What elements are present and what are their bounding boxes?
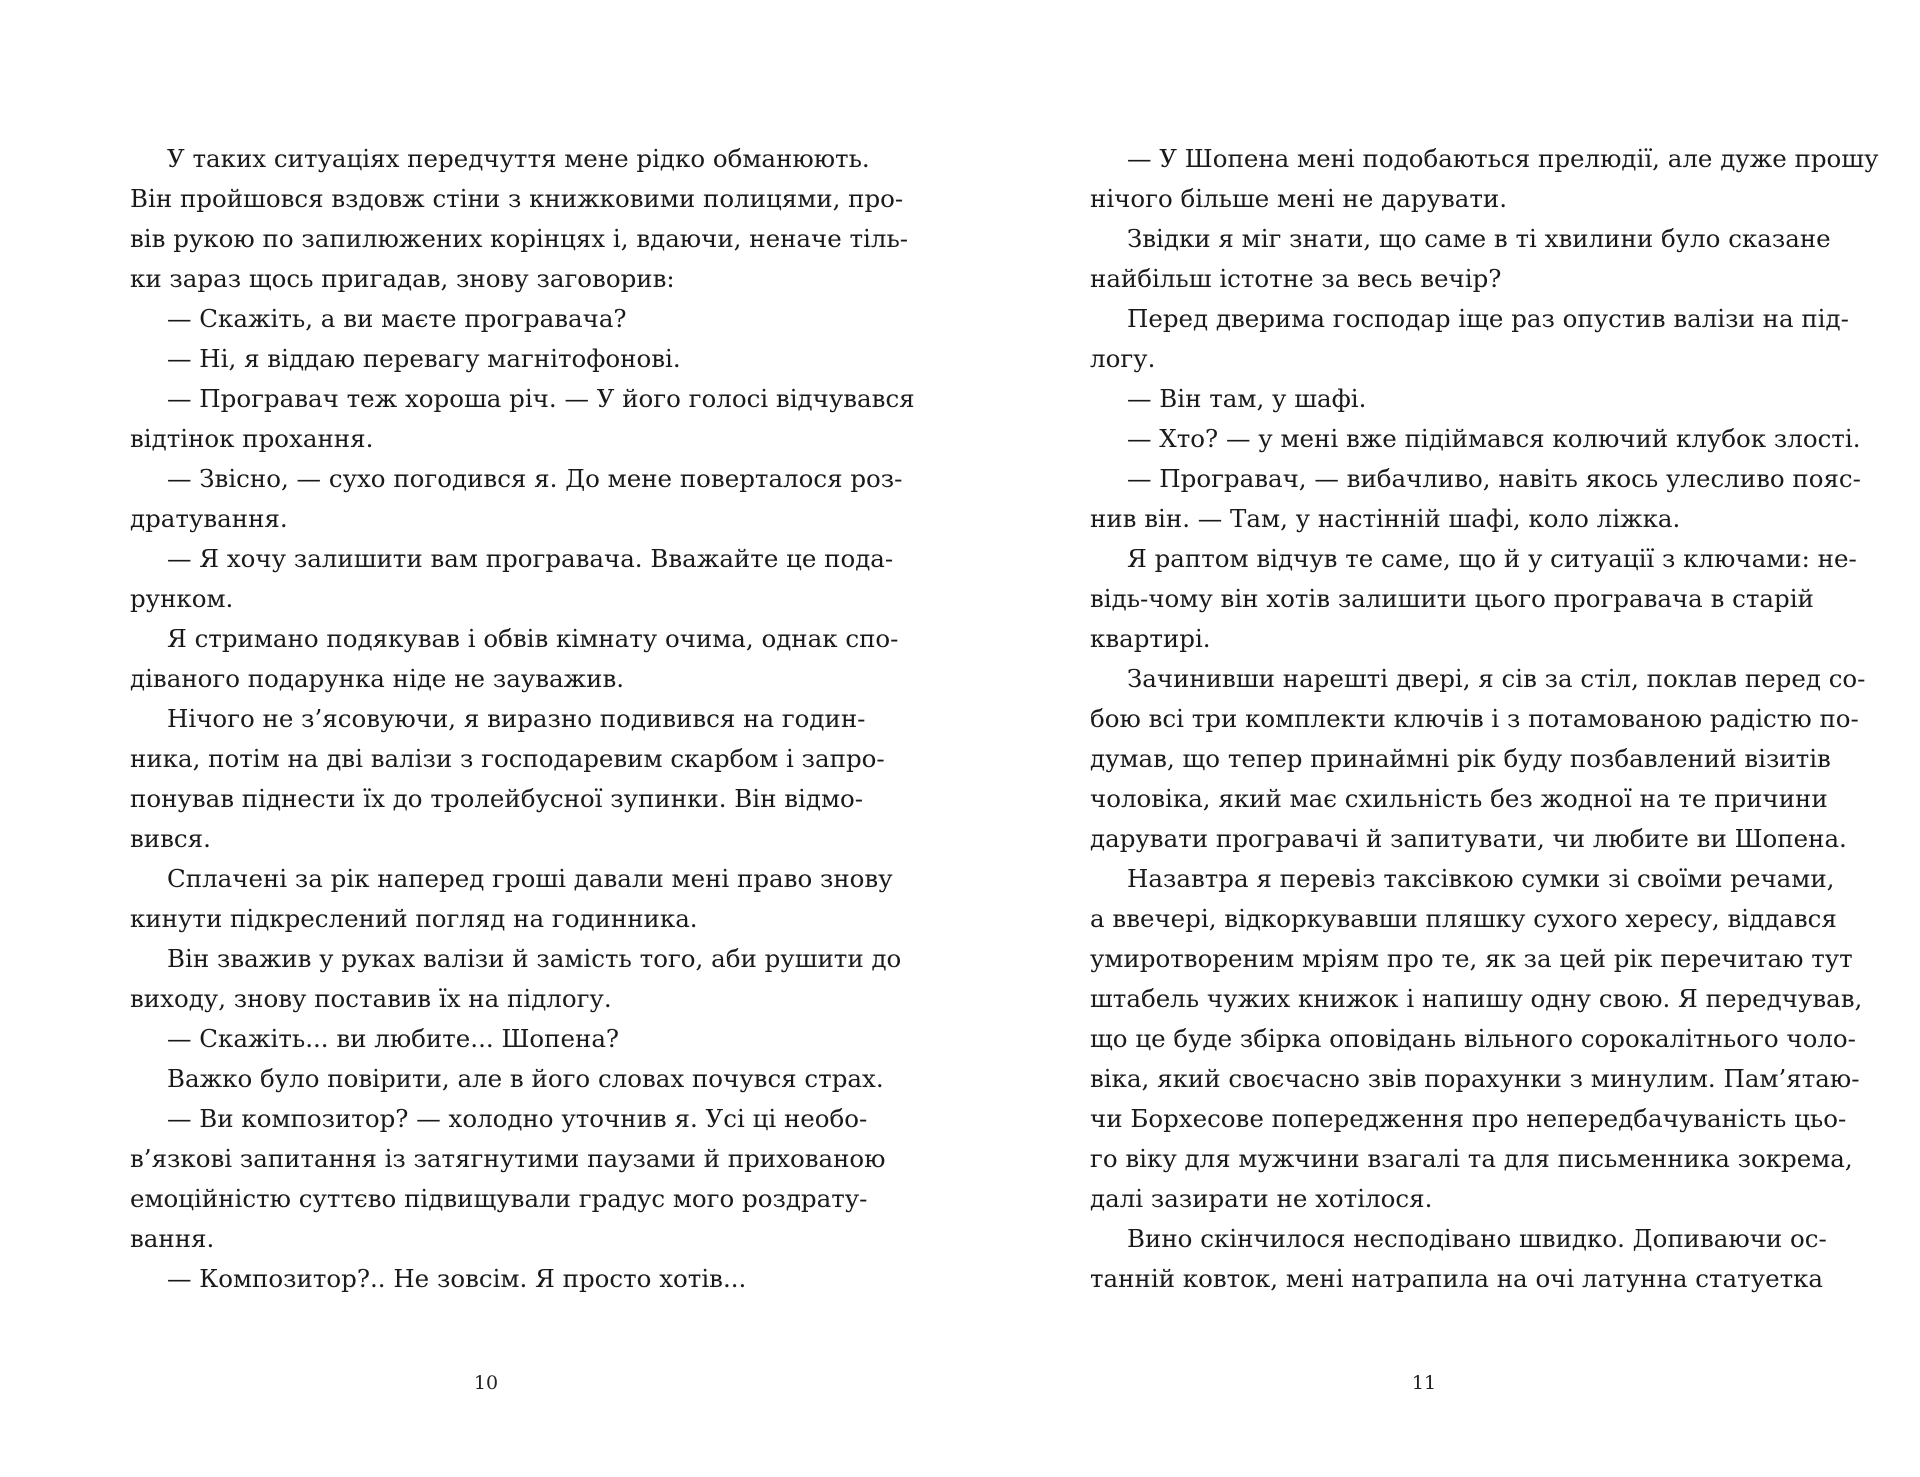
text-line: відь-чому він хотів залишити цього програвача в старій bbox=[1090, 584, 1814, 613]
text-line: чоловіка, який має схильність без жодної на те причини bbox=[1090, 784, 1828, 813]
text-line: чи Борхесове попередження про непередбачуваність цьо- bbox=[1090, 1104, 1847, 1133]
text-line: — Хто? — у мені вже підіймався колючий клубок злості. bbox=[1127, 424, 1861, 453]
text-line: а ввечері, відкоркувавши пляшку сухого хересу, віддався bbox=[1090, 904, 1837, 933]
text-line: квартирі. bbox=[1090, 624, 1211, 653]
text-line: нив він. — Там, у настінній шафі, коло ліжка. bbox=[1090, 504, 1681, 533]
text-line: бою всі три комплекти ключів і з потамованою радістю по- bbox=[1090, 704, 1859, 733]
text-line: го віку для мужчини взагалі та для письменника зокрема, bbox=[1090, 1144, 1853, 1173]
text-line: найбільш істотне за весь вечір? bbox=[1090, 264, 1502, 293]
text-line: Він пройшовся вздовж стіни з книжковими полицями, про- bbox=[130, 184, 904, 213]
text-line: Звідки я міг знати, що саме в ті хвилини було сказане bbox=[1127, 224, 1831, 253]
text-line: дратування. bbox=[130, 504, 288, 533]
text-line: У таких ситуаціях передчуття мене рідко обманюють. bbox=[167, 144, 870, 173]
text-line: вання. bbox=[130, 1224, 215, 1253]
text-line: Нічого не з’ясовуючи, я виразно подивився на годин- bbox=[167, 704, 866, 733]
text-line: рунком. bbox=[130, 584, 234, 613]
text-line: далі зазирати не хотілося. bbox=[1090, 1184, 1433, 1213]
text-line: — Програвач, — вибачливо, навіть якось улесливо пояс- bbox=[1127, 464, 1861, 493]
right-page-text bbox=[1090, 139, 1879, 1299]
text-line: Зачинивши нарешті двері, я сів за стіл, поклав перед со- bbox=[1127, 664, 1866, 693]
text-line: Я стримано подякував і обвів кімнату очима, однак спо- bbox=[167, 624, 899, 653]
text-line: Я раптом відчув те саме, що й у ситуації з ключами: не- bbox=[1127, 544, 1857, 573]
text-line: Перед дверима господар іще раз опустив валізи на під- bbox=[1127, 304, 1849, 333]
text-line: думав, що тепер принаймні рік буду позбавлений візитів bbox=[1090, 744, 1831, 773]
text-line: ки зараз щось пригадав, знову заговорив: bbox=[130, 264, 675, 293]
text-line: віка, який своєчасно звів порахунки з минулим. Пам’ятаю- bbox=[1090, 1064, 1860, 1093]
text-line: понував піднести їх до тролейбусної зупинки. Він відмо- bbox=[130, 784, 864, 813]
text-line: штабель чужих книжок і напишу одну свою. Я передчував, bbox=[1090, 984, 1863, 1013]
text-line: виходу, знову поставив їх на підлогу. bbox=[130, 984, 612, 1013]
text-line: — Звісно, — сухо погодився я. До мене поверталося роз- bbox=[167, 464, 903, 493]
text-line: — Він там, у шафі. bbox=[1127, 384, 1367, 413]
text-line: умиротвореним мріям про те, як за цей рік перечитаю тут bbox=[1090, 944, 1853, 973]
text-line: ника, потім на дві валізи з господаревим скарбом і запро- bbox=[130, 744, 885, 773]
text-line: — Композитор?.. Не зовсім. Я просто хотів... bbox=[167, 1264, 747, 1293]
text-line: що це буде збірка оповідань вільного сорокалітнього чоло- bbox=[1090, 1024, 1856, 1053]
text-line: Важко було повірити, але в його словах почувся страх. bbox=[167, 1064, 884, 1093]
text-line: логу. bbox=[1090, 344, 1156, 373]
right-page-number: 11 bbox=[1411, 1372, 1437, 1394]
text-line: — Програвач теж хороша річ. — У його голосі відчувався bbox=[167, 384, 915, 413]
text-line: — У Шопена мені подобаються прелюдії, але дуже прошу bbox=[1127, 144, 1879, 173]
text-line: дарувати програвачі й запитувати, чи любите ви Шопена. bbox=[1090, 824, 1847, 853]
text-line: нічого більше мені не дарувати. bbox=[1090, 184, 1508, 213]
text-line: відтінок прохання. bbox=[130, 424, 374, 453]
text-line: Сплачені за рік наперед гроші давали мені право знову bbox=[167, 864, 893, 893]
text-line: вився. bbox=[130, 824, 211, 853]
text-line: діваного подарунка ніде не зауважив. bbox=[130, 664, 625, 693]
text-line: кинути підкреслений погляд на годинника. bbox=[130, 904, 698, 933]
text-line: емоційністю суттєво підвищували градус мого роздрату- bbox=[130, 1184, 868, 1213]
text-line: — Ви композитор? — холодно уточнив я. Усі ці необо- bbox=[167, 1104, 868, 1133]
text-line: Вино скінчилося несподівано швидко. Допиваючи ос- bbox=[1127, 1224, 1827, 1253]
text-line: Назавтра я перевіз таксівкою сумки зі своїми речами, bbox=[1127, 864, 1835, 893]
text-line: — Ні, я віддаю перевагу магнітофонові. bbox=[167, 344, 681, 373]
text-line: в’язкові запитання із затягнутими паузами й прихованою bbox=[130, 1144, 886, 1173]
text-line: — Скажіть... ви любите... Шопена? bbox=[167, 1024, 620, 1053]
text-line: танній ковток, мені натрапила на очі латунна статуетка bbox=[1090, 1264, 1824, 1293]
text-line: — Скажіть, а ви маєте програвача? bbox=[167, 304, 627, 333]
left-page-number: 10 bbox=[473, 1372, 499, 1394]
text-line: — Я хочу залишити вам програвача. Вважайте це пода- bbox=[167, 544, 894, 573]
text-line: Він зважив у руках валізи й замість того, аби рушити до bbox=[167, 944, 902, 973]
text-line: вів рукою по запилюжених корінцях і, вдаючи, неначе тіль- bbox=[130, 224, 909, 253]
left-page-text bbox=[130, 139, 915, 1299]
